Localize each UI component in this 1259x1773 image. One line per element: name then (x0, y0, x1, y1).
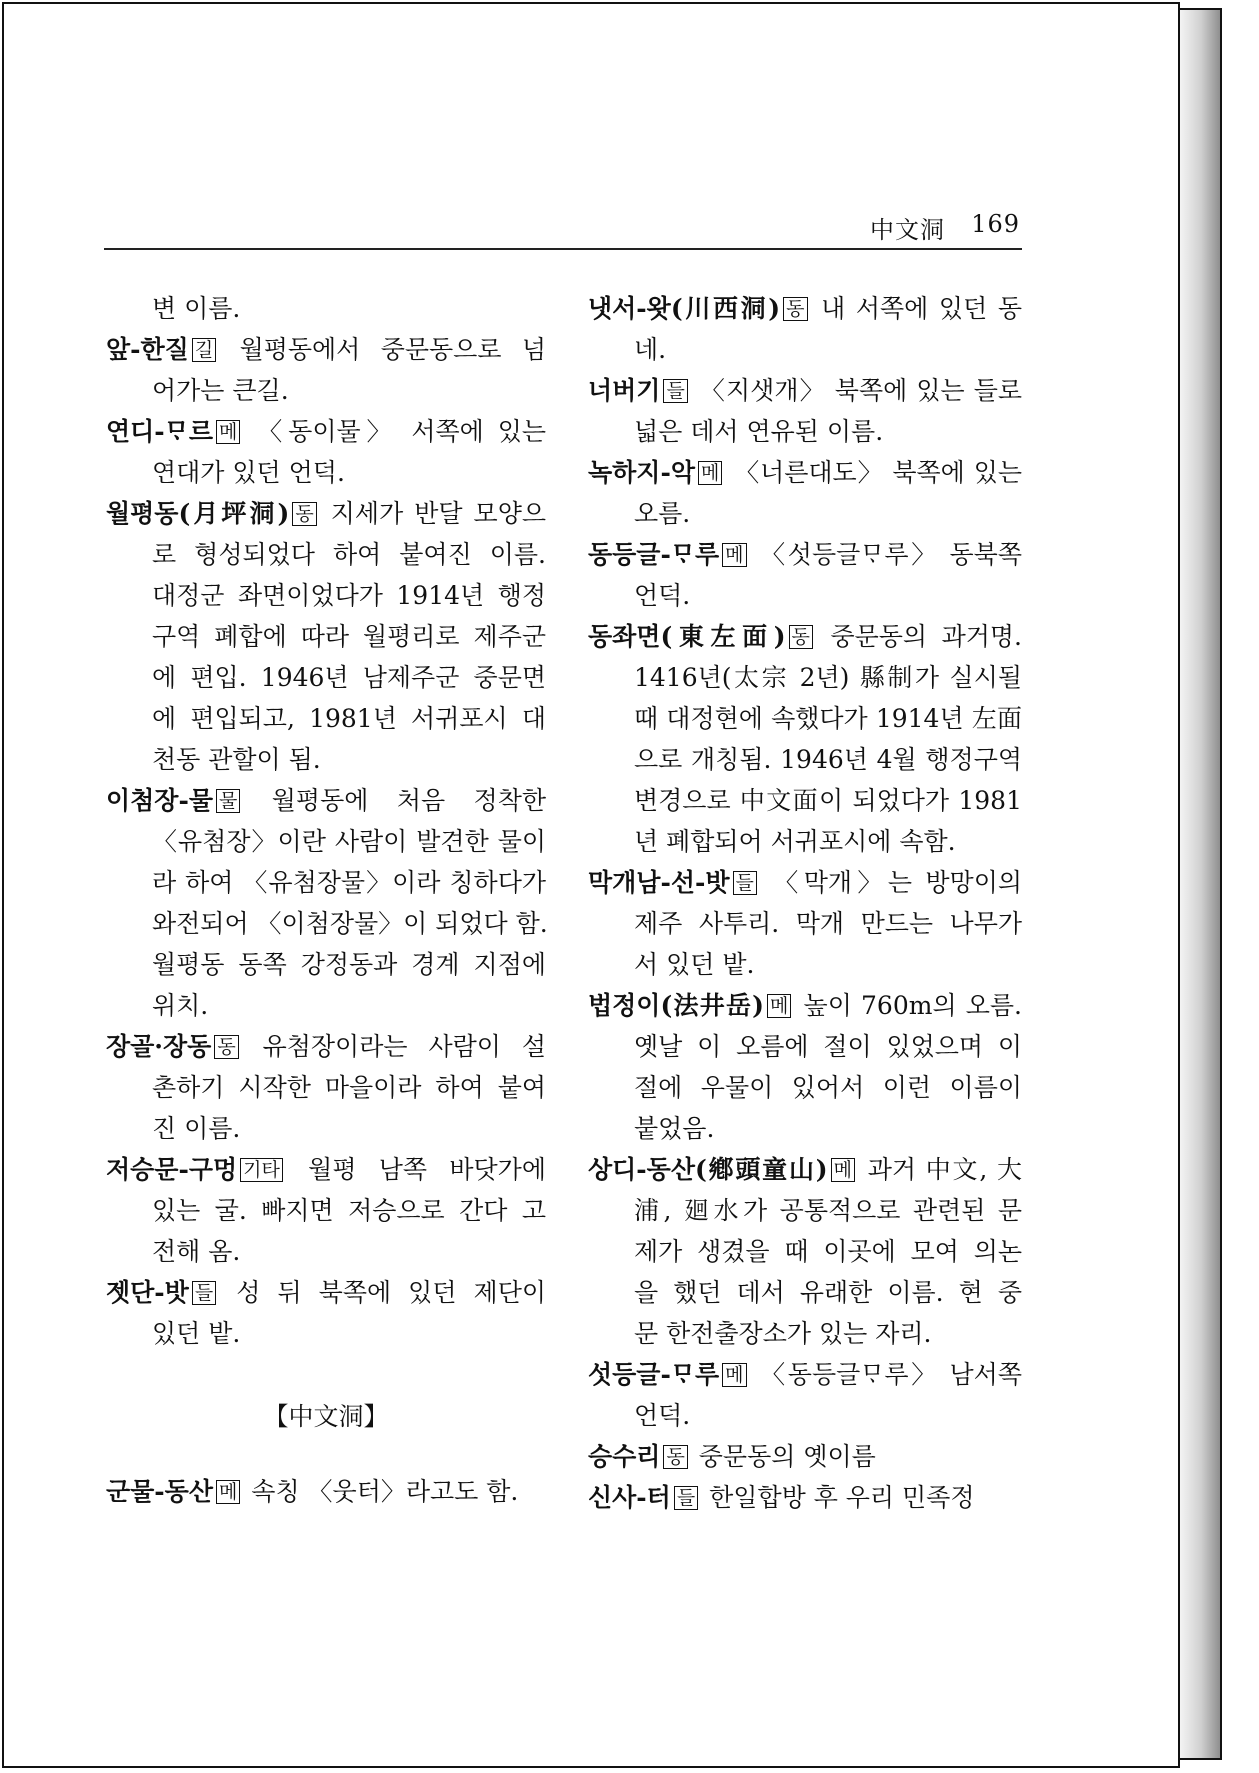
entry-line (106, 1231, 546, 1272)
entry-text: 〈동등글ᄆᆞ루〉 남서쪽 (760, 1360, 1022, 1389)
entry-line (588, 534, 1022, 575)
entry-text: 지세가 반달 모양으 (330, 499, 546, 528)
entry-text: 〈막개〉는 방망이의 (773, 868, 1023, 897)
dictionary-entry (106, 493, 546, 780)
dictionary-entry (106, 1149, 546, 1272)
entry-line (588, 1108, 1022, 1149)
entry-text: 〈지샛개〉 북쪽에 있는 들로 (699, 376, 1022, 405)
dictionary-entry (588, 862, 1022, 985)
dictionary-entry (588, 534, 1022, 616)
category-tag: 메 (767, 994, 791, 1018)
entry-text: 제주 사투리. 막개 만드는 나무가 (634, 909, 1022, 938)
entry-text: 월평동에 처음 정착한 (271, 786, 546, 815)
entry-line (106, 452, 546, 493)
entry-line (588, 1395, 1022, 1436)
entry-text: 〈섯등글ᄆᆞ루〉 동북쪽 (760, 540, 1022, 569)
entry-text: 구역 폐합에 따라 월평리로 제주군 (152, 622, 546, 651)
entry-text: 년 폐합되어 서귀포시에 속함. (634, 827, 956, 856)
entry-line (588, 616, 1022, 657)
entry-line (588, 1354, 1022, 1395)
dictionary-entry (588, 1149, 1022, 1354)
entry-line (588, 370, 1022, 411)
entry-headword: 냇서-왓(川西洞) (588, 294, 781, 323)
section-title: 【中文洞】 (263, 1402, 389, 1431)
running-header (870, 210, 1020, 245)
entry-text: 천동 관할이 됨. (152, 745, 321, 774)
entry-text: 와전되어 〈이첨장물〉이 되었다 함. (152, 909, 548, 938)
entry-line (588, 1272, 1022, 1313)
entry-text: 에 편입. 1946년 남제주군 중문면 (152, 663, 546, 692)
entry-line (588, 944, 1022, 985)
entry-line (106, 575, 546, 616)
entry-headword: 너버기 (588, 376, 661, 405)
entry-line (106, 862, 546, 903)
entry-line (588, 452, 1022, 493)
entry-line (588, 1231, 1022, 1272)
entry-headword: 이첨장-물 (106, 786, 213, 815)
entry-headword: 앞-한질 (106, 335, 189, 364)
category-tag: 동 (663, 1445, 687, 1469)
entry-text: 변경으로 中文面이 되었다가 1981 (634, 786, 1022, 815)
entry-text: 〈너른대도〉 북쪽에 있는 (734, 458, 1022, 487)
entry-line (106, 1108, 546, 1149)
entry-line (106, 657, 546, 698)
entry-text: 라 하여 〈유첨장물〉이라 칭하다가 (152, 868, 546, 897)
category-tag: 메 (722, 1363, 746, 1387)
entry-text: 에 편입되고, 1981년 서귀포시 대 (152, 704, 546, 733)
entry-line (588, 1067, 1022, 1108)
entry-line (588, 1313, 1022, 1354)
entry-text: 높이 760m의 오름. (803, 991, 1023, 1020)
entry-headword: 녹하지-악 (588, 458, 695, 487)
entry-text: 언덕. (634, 581, 691, 610)
entry-text: 성 뒤 북쪽에 있던 제단이 (236, 1278, 546, 1307)
page-number: 169 (971, 210, 1020, 238)
dictionary-entry (588, 452, 1022, 534)
entry-line (106, 985, 546, 1026)
entry-text: 오름. (634, 499, 691, 528)
category-tag: 물 (216, 789, 240, 813)
entry-text: 붙었음. (634, 1114, 715, 1143)
entry-headword: 동등글-ᄆᆞ루 (588, 540, 720, 569)
entry-text: 유첨장이라는 사람이 설 (262, 1032, 546, 1061)
entry-line (588, 329, 1022, 370)
entry-text: 대정군 좌면이었다가 1914년 행정 (152, 581, 546, 610)
entry-line (588, 1436, 1022, 1477)
dictionary-entry (588, 370, 1022, 452)
entry-text: 속칭 〈웃터〉라고도 함. (251, 1477, 519, 1506)
entry-line (106, 411, 546, 452)
entry-line (106, 1313, 546, 1354)
category-tag: 들 (192, 1281, 216, 1305)
entry-line (588, 575, 1022, 616)
entry-text: 위치. (152, 991, 209, 1020)
entry-text: 〈유첨장〉이란 사람이 발견한 물이 (152, 827, 546, 856)
entry-line (106, 1272, 546, 1313)
category-tag: 기타 (240, 1158, 283, 1182)
dictionary-entry (106, 1026, 546, 1149)
entry-headword: 장골·장동 (106, 1032, 212, 1061)
entry-text: 월평동에서 중문동으로 넘 (239, 335, 546, 364)
entry-line (106, 288, 546, 329)
dictionary-entry (106, 288, 546, 329)
entry-text: 촌하기 시작한 마을이라 하여 붙여 (152, 1073, 546, 1102)
category-tag: 메 (831, 1158, 855, 1182)
entry-line (588, 411, 1022, 452)
entry-text: 〈동이물〉 서쪽에 있는 (257, 417, 546, 446)
dictionary-entry (588, 1477, 1022, 1518)
category-tag: 메 (698, 461, 722, 485)
category-tag: 동 (214, 1035, 238, 1059)
entry-text: 과거 中文, 大 (867, 1155, 1023, 1184)
category-tag: 들 (733, 871, 757, 895)
header-section: 中文洞 (870, 216, 945, 244)
entry-headword: 신사-터 (588, 1483, 671, 1512)
entry-text: 을 했던 데서 유래한 이름. 현 중 (634, 1278, 1022, 1307)
entry-text: 네. (634, 335, 667, 364)
page-stack-edge (1176, 8, 1222, 1760)
entry-headword: 법정이(法井岳) (588, 991, 765, 1020)
dictionary-entry (588, 985, 1022, 1149)
dictionary-entry (106, 1471, 546, 1512)
entry-line (106, 1067, 546, 1108)
dictionary-entry (588, 288, 1022, 370)
entry-line (588, 821, 1022, 862)
entry-line (588, 862, 1022, 903)
entry-text: 넓은 데서 연유된 이름. (634, 417, 884, 446)
entry-line (106, 1149, 546, 1190)
entry-text: 때 대정현에 속했다가 1914년 左面 (634, 704, 1022, 733)
entry-headword: 젯단-밧 (106, 1278, 189, 1307)
entry-headword: 저승문-구멍 (106, 1155, 238, 1184)
category-tag: 길 (192, 338, 216, 362)
entry-line (106, 944, 546, 985)
entry-line (588, 1026, 1022, 1067)
category-tag: 메 (216, 1480, 240, 1504)
entry-line (588, 739, 1022, 780)
entry-line (106, 821, 546, 862)
entry-line (106, 534, 546, 575)
entry-line (106, 329, 546, 370)
entry-text: 로 형성되었다 하여 붙여진 이름. (152, 540, 546, 569)
entry-text: 진 이름. (152, 1114, 241, 1143)
entry-line (106, 698, 546, 739)
dictionary-entry (106, 780, 546, 1026)
entry-line (106, 1026, 546, 1067)
entry-line (588, 1149, 1022, 1190)
entry-text: 한일합방 후 우리 민족정 (709, 1483, 975, 1512)
entry-line (106, 780, 546, 821)
dictionary-entry (588, 1354, 1022, 1436)
category-tag: 들 (663, 379, 687, 403)
entry-text: 1416년(太宗 2년) 縣制가 실시될 (634, 663, 1022, 692)
category-tag: 메 (722, 543, 746, 567)
entry-text: 월평 남쪽 바닷가에 (308, 1155, 546, 1184)
entry-line (588, 903, 1022, 944)
dictionary-entry (588, 616, 1022, 862)
entry-text: 월평동 동쪽 강정동과 경계 지점에 (152, 950, 546, 979)
entry-text: 浦, 廻水가 공통적으로 관련된 문 (634, 1196, 1022, 1225)
entry-text: 으로 개칭됨. 1946년 4월 행정구역 (634, 745, 1022, 774)
entry-headword: 섯등글-ᄆᆞ루 (588, 1360, 720, 1389)
entry-text: 어가는 큰길. (152, 376, 289, 405)
dictionary-entry (106, 329, 546, 411)
entry-line (106, 739, 546, 780)
entry-text: 내 서쪽에 있던 동 (821, 294, 1022, 323)
category-tag: 동 (783, 297, 807, 321)
category-tag: 들 (674, 1486, 698, 1510)
entry-headword: 막개남-선-밧 (588, 868, 730, 897)
entry-text: 언덕. (634, 1401, 691, 1430)
dictionary-entry (106, 411, 546, 493)
entry-line (588, 698, 1022, 739)
entry-headword: 군물-동산 (106, 1477, 213, 1506)
right-column (588, 288, 1022, 1518)
entry-line (588, 493, 1022, 534)
entry-text: 연대가 있던 언덕. (152, 458, 345, 487)
entry-headword: 동좌면(東左面) (588, 622, 786, 651)
header-rule (104, 248, 1022, 250)
entry-text: 있는 굴. 빠지면 저승으로 간다 고 (152, 1196, 546, 1225)
entry-line (106, 370, 546, 411)
entry-text: 제가 생겼을 때 이곳에 모여 의논 (634, 1237, 1022, 1266)
entry-text: 변 이름. (152, 294, 241, 323)
entry-text: 문 한전출장소가 있는 자리. (634, 1319, 932, 1348)
category-tag: 메 (216, 420, 240, 444)
entry-line (588, 1190, 1022, 1231)
entry-line (588, 985, 1022, 1026)
entry-line (588, 288, 1022, 329)
entry-headword: 상디-동산(鄕頭童山) (588, 1155, 828, 1184)
dictionary-entry (588, 1436, 1022, 1477)
entry-text: 전해 옴. (152, 1237, 241, 1266)
entry-line (588, 1477, 1022, 1518)
entry-text: 절에 우물이 있어서 이런 이름이 (634, 1073, 1022, 1102)
entry-line (106, 493, 546, 534)
entry-text: 중문동의 옛이름 (698, 1442, 876, 1471)
entry-text: 있던 밭. (152, 1319, 241, 1348)
entry-line (106, 1190, 546, 1231)
entry-line (106, 1471, 546, 1512)
entry-line (106, 903, 546, 944)
left-column (106, 288, 546, 1512)
dictionary-entry (106, 1272, 546, 1354)
entry-headword: 승수리 (588, 1442, 661, 1471)
entry-line (106, 616, 546, 657)
entry-headword: 연디-ᄆᆞ르 (106, 417, 213, 446)
entry-text: 옛날 이 오름에 절이 있었으며 이 (634, 1032, 1022, 1061)
entry-text: 중문동의 과거명. (830, 622, 1023, 651)
entry-headword: 월평동(月坪洞) (106, 499, 290, 528)
entry-line (588, 657, 1022, 698)
entry-text: 서 있던 밭. (634, 950, 755, 979)
category-tag: 동 (789, 625, 813, 649)
entry-line (588, 780, 1022, 821)
category-tag: 동 (292, 502, 316, 526)
